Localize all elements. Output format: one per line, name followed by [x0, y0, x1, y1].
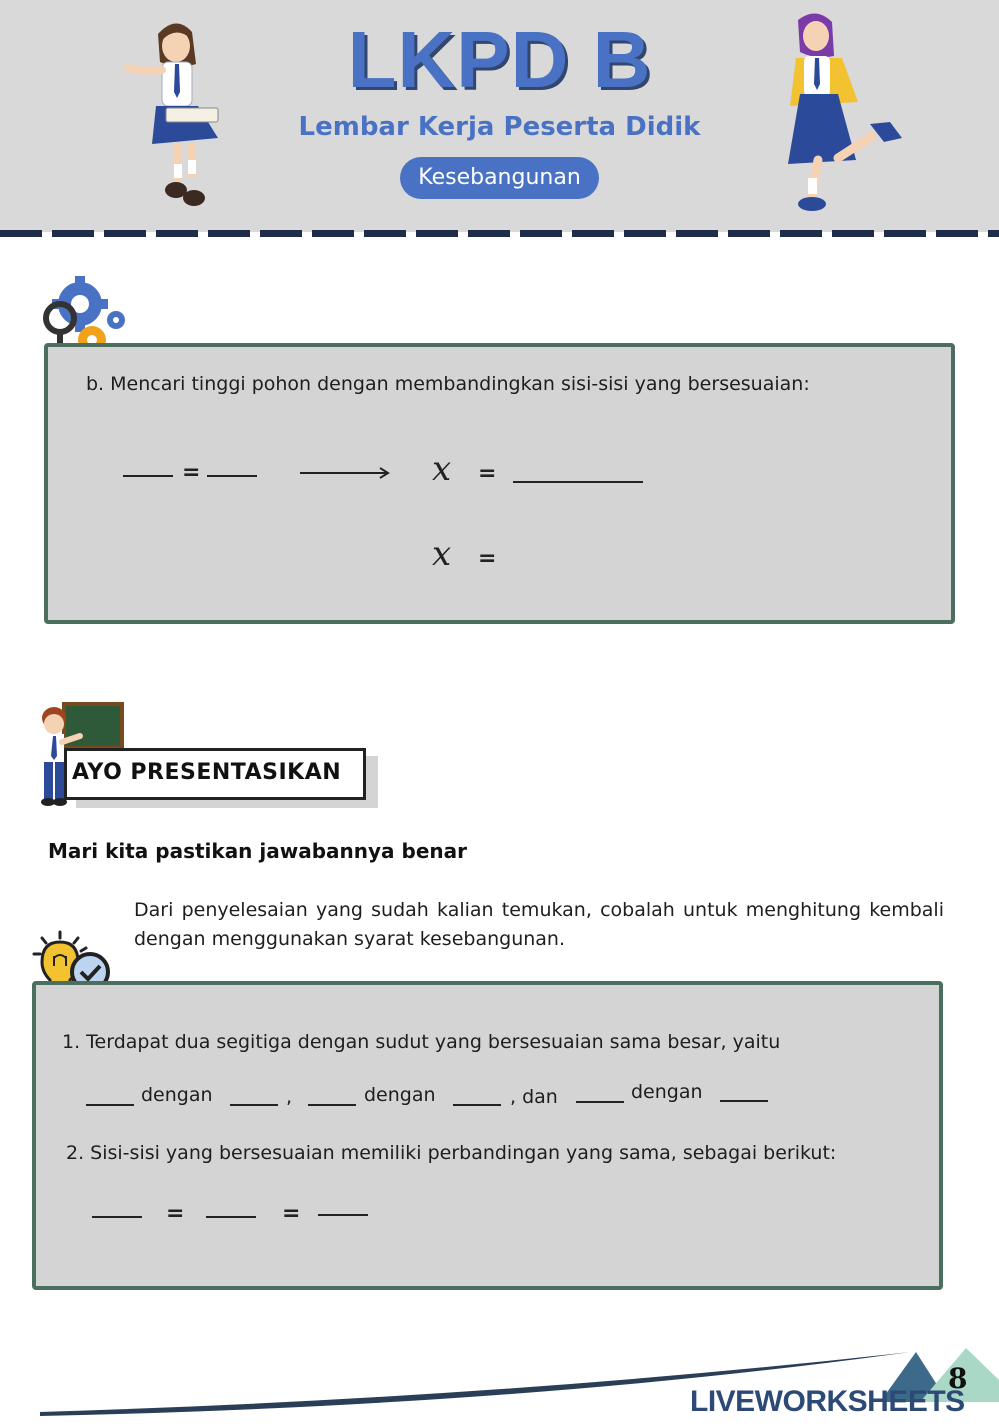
- angle-blank-6[interactable]: [720, 1100, 768, 1102]
- variable-x: x: [432, 449, 452, 489]
- equals-sign: =: [166, 1201, 185, 1226]
- equals-sign: =: [478, 461, 497, 486]
- ratio-blank-3[interactable]: [318, 1214, 368, 1216]
- answer-blank-1[interactable]: [123, 475, 173, 477]
- ratio-blank-2[interactable]: [206, 1216, 256, 1218]
- liveworksheets-watermark: LIVEWORKSHEETS: [690, 1385, 965, 1418]
- answer-field-x[interactable]: [510, 538, 660, 574]
- questions-box: [32, 981, 943, 1290]
- dengan-label: dengan: [631, 1081, 703, 1103]
- answer-blank-2[interactable]: [207, 475, 257, 477]
- ratio-blank-1[interactable]: [92, 1216, 142, 1218]
- dengan-label: dengan: [364, 1084, 436, 1106]
- equals-sign: =: [282, 1201, 301, 1226]
- angle-blank-5[interactable]: [576, 1101, 624, 1103]
- angle-blank-1[interactable]: [86, 1104, 134, 1106]
- question-2-text: 2. Sisi-sisi yang bersesuaian memiliki perbandingan yang sama, sebagai berikut:: [66, 1142, 837, 1164]
- section-b-instruction: b. Mencari tinggi pohon dengan membandingkan sisi-sisi yang bersesuaian:: [86, 373, 810, 395]
- angle-blank-2[interactable]: [230, 1104, 278, 1106]
- dengan-label: dengan: [141, 1084, 213, 1106]
- answer-blank-x[interactable]: [513, 481, 643, 483]
- angle-blank-3[interactable]: [308, 1104, 356, 1106]
- topic-badge: Kesebangunan: [400, 157, 599, 199]
- dan-label: , dan: [510, 1086, 558, 1108]
- equals-sign: =: [478, 546, 497, 571]
- question-1-text: 1. Terdapat dua segitiga dengan sudut yang bersesuaian sama besar, yaitu: [62, 1031, 781, 1053]
- page-subtitle: Lembar Kerja Peserta Didik: [298, 112, 701, 142]
- arrow-right-icon: [298, 465, 394, 481]
- dashed-divider: [0, 230, 999, 237]
- page-title: LKPD B: [347, 15, 652, 104]
- angle-blank-4[interactable]: [453, 1104, 501, 1106]
- equals-sign: =: [182, 460, 201, 485]
- presentasi-intro: Dari penyelesaian yang sudah kalian temukan, cobalah untuk menghitung kembali dengan menggunakan syarat kesebangunan.: [134, 899, 944, 950]
- presentasi-subheading: Mari kita pastikan jawabannya benar: [48, 839, 467, 863]
- variable-x: x: [432, 534, 452, 574]
- page-number: 8: [948, 1362, 968, 1395]
- presentasi-heading: AYO PRESENTASIKAN: [72, 760, 342, 785]
- comma-label: ,: [286, 1086, 293, 1108]
